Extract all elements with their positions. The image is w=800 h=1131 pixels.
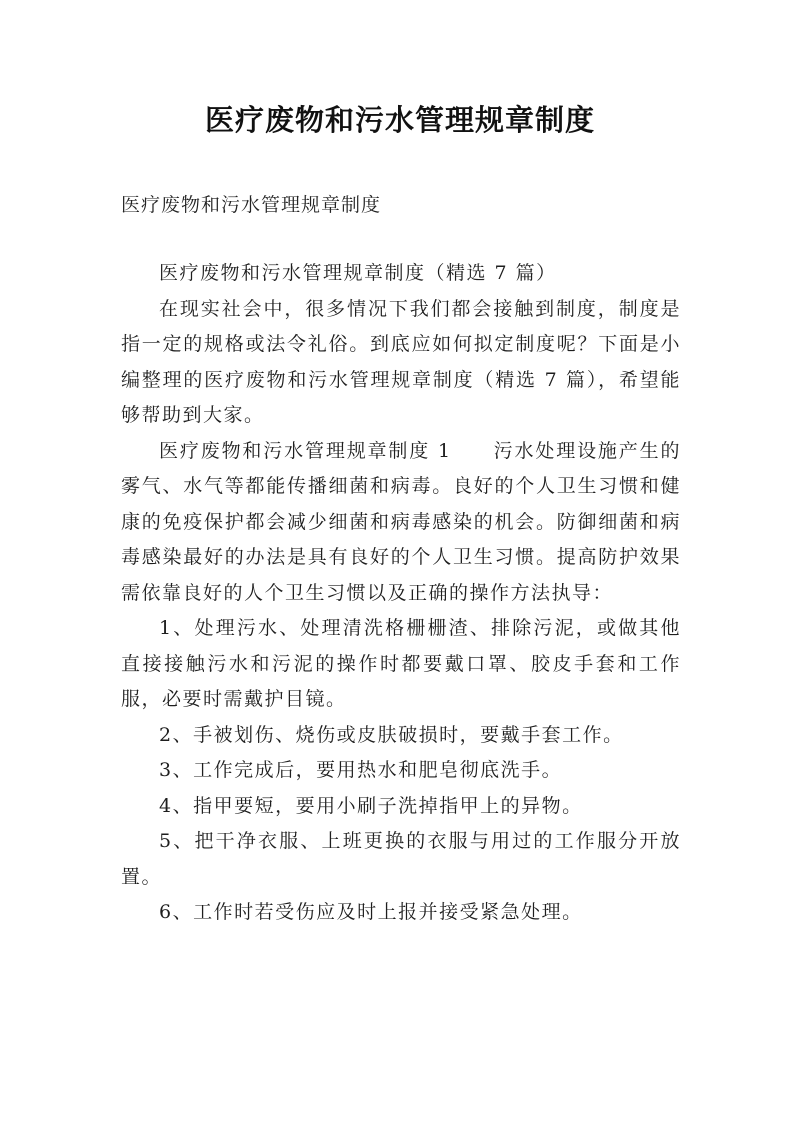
list-item-2: 2、手被划伤、烧伤或皮肤破损时，要戴手套工作。 xyxy=(159,723,624,746)
document-title: 医疗废物和污水管理规章制度 xyxy=(204,103,595,137)
paragraph-intro: 在现实社会中，很多情况下我们都会接触到制度，制度是指一定的规格或法令礼俗。到底应如何拟定制度呢？下面是小编整理的医疗废物和污水管理规章制度（精选 7 篇），希望能够帮助到大家。 xyxy=(121,297,681,426)
list-item-4: 4、指甲要短，要用小刷子洗掉指甲上的异物。 xyxy=(159,794,583,817)
list-item-1: 1、处理污水、处理清洗格栅栅渣、排除污泥，或做其他直接接触污水和污泥的操作时都要戴口罩、胶皮手套和工作服，必要时需戴护目镜。 xyxy=(121,617,681,710)
list-item-6: 6、工作时若受伤应及时上报并接受紧急处理。 xyxy=(159,901,583,923)
document-body xyxy=(121,256,681,931)
list-item-3: 3、工作完成后，要用热水和肥皂彻底洗手。 xyxy=(159,759,563,781)
document-subtitle: 医疗废物和污水管理规章制度 xyxy=(121,194,382,216)
paragraph-intro-heading: 医疗废物和污水管理规章制度（精选 7 篇） xyxy=(159,262,557,284)
list-item-5: 5、把干净衣服、上班更换的衣服与用过的工作服分开放置。 xyxy=(121,830,681,888)
paragraph-section-1: 医疗废物和污水管理规章制度 1 污水处理设施产生的雾气、水气等都能传播细菌和病毒。良好的个人卫生习惯和健康的免疫保护都会减少细菌和病毒感染的机会。防御细菌和病毒感染最好的办法是具有良好的个人卫生习惯。提高防护效果需依靠良好的人个卫生习惯以及正确的操作方法执导： xyxy=(121,439,681,604)
